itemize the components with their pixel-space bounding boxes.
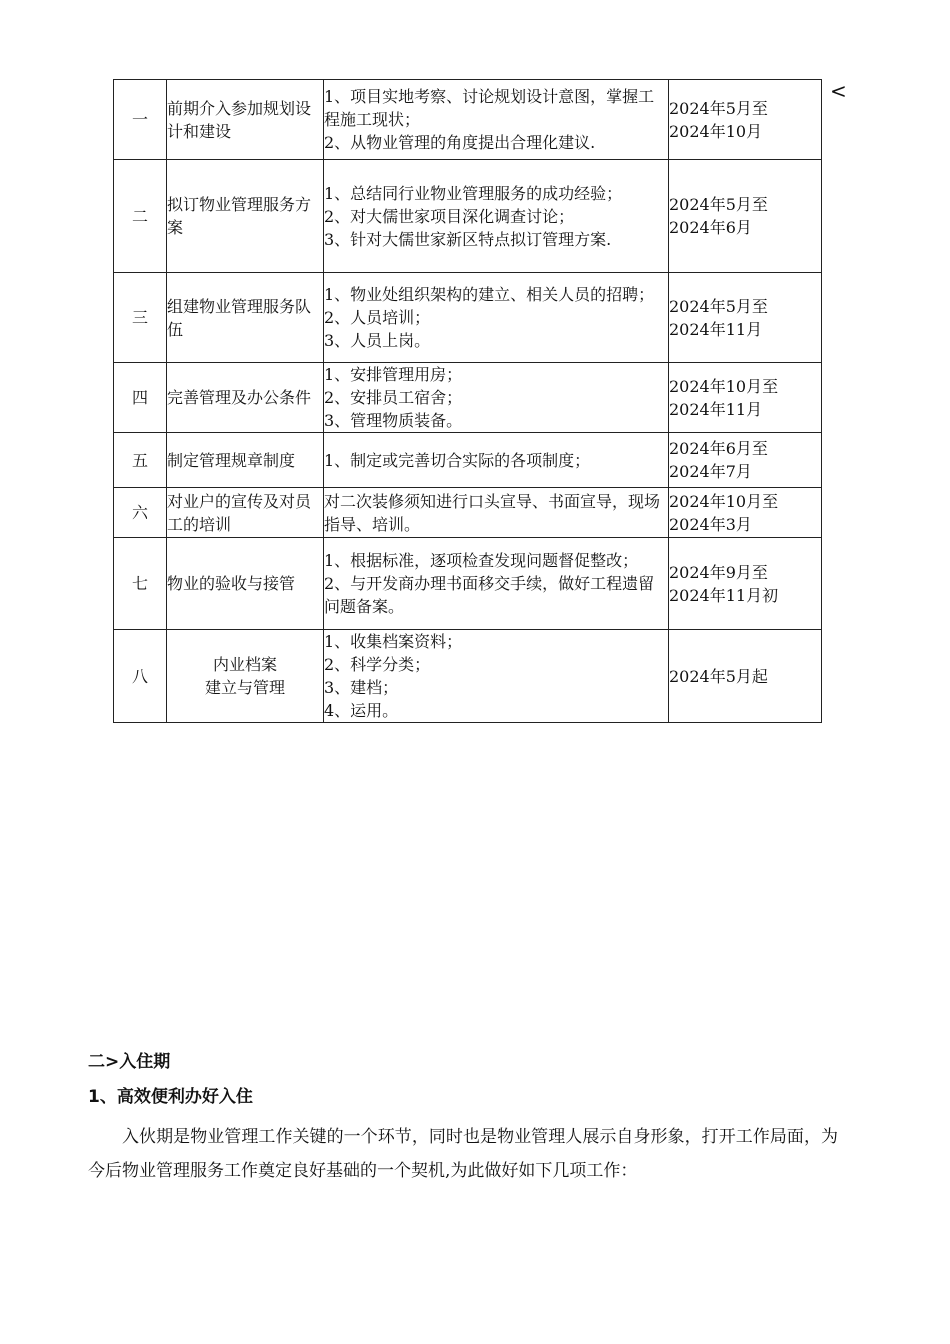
work-content: [324, 80, 669, 160]
work-item: [167, 630, 324, 723]
time-period: [669, 630, 822, 723]
time-line: 2024年10月: [669, 121, 763, 141]
row-number: 二: [114, 160, 167, 273]
time-line: 2024年10月至: [669, 376, 779, 396]
work-item: 制定管理规章制度: [167, 433, 324, 488]
work-content: [324, 273, 669, 363]
table-row: [114, 273, 822, 363]
time-line: 2024年11月: [669, 399, 763, 419]
body-paragraph: 入伙期是物业管理工作关键的一个环节，同时也是物业管理人展示自身形象，打开工作局面，为今后物业管理服务工作奠定良好基础的一个契机,为此做好如下几项工作：: [88, 1127, 838, 1181]
row-number: 一: [114, 80, 167, 160]
work-item: 对业户的宣传及对员工的培训: [167, 488, 324, 538]
time-period: [669, 80, 822, 160]
work-item: 物业的验收与接管: [167, 538, 324, 630]
row-number: 五: [114, 433, 167, 488]
work-item: 组建物业管理服务队伍: [167, 273, 324, 363]
time-line: 2024年6月至: [669, 439, 768, 458]
content-line: 2、对大儒世家项目深化调查讨论；: [324, 206, 575, 226]
work-content: [324, 363, 669, 433]
content-line: 1、总结同行业物业管理服务的成功经验；: [324, 183, 623, 203]
content-line: 2、科学分类；: [324, 655, 431, 674]
time-line: 2024年11月: [669, 319, 763, 339]
table-row: [114, 363, 822, 433]
section-heading: 二>入住期: [88, 1052, 171, 1072]
time-line: 2024年5月至: [669, 296, 768, 316]
time-period: [669, 363, 822, 433]
table-row: [114, 160, 822, 273]
content-line: 1、制定或完善切合实际的各项制度；: [324, 450, 591, 470]
time-period: [669, 160, 822, 273]
content-line: 对二次装修须知进行口头宣导、书面宣导，现场指导、培训。: [324, 491, 661, 534]
time-period: [669, 488, 822, 538]
time-line: 2024年6月: [669, 218, 752, 237]
time-period: [669, 273, 822, 363]
work-content: [324, 630, 669, 723]
time-line: 2024年7月: [669, 462, 752, 481]
row-number: 四: [114, 363, 167, 433]
table-row: [114, 538, 822, 630]
time-period: [669, 538, 822, 630]
time-line: 2024年5月起: [669, 666, 768, 686]
content-line: 2、安排员工宿舍；: [324, 388, 463, 407]
time-line: 2024年3月: [669, 514, 752, 534]
time-line: 2024年9月至: [669, 562, 768, 582]
table-row: [114, 630, 822, 723]
content-line: 4、运用。: [324, 701, 399, 720]
time-line: 2024年10月至: [669, 491, 779, 511]
content-line: 3、人员上岗。: [324, 331, 431, 350]
time-line: 2024年5月至: [669, 195, 768, 214]
table-row: [114, 433, 822, 488]
work-item-line: 内业档案: [212, 655, 277, 674]
work-item-line: 建立与管理: [204, 678, 285, 697]
table-row: [114, 488, 822, 538]
content-line: 2、从物业管理的角度提出合理化建议.: [324, 133, 596, 152]
content-line: 3、建档；: [324, 678, 399, 697]
content-line: 1、根据标准，逐项检查发现问题督促整改；: [324, 551, 639, 570]
work-content: [324, 538, 669, 630]
content-line: 1、物业处组织架构的建立、相关人员的招聘；: [324, 285, 655, 304]
work-content: [324, 488, 669, 538]
content-line: 1、收集档案资料；: [324, 632, 463, 651]
work-content: [324, 160, 669, 273]
time-period: [669, 433, 822, 488]
content-line: 3、针对大儒世家新区特点拟订管理方案.: [324, 229, 612, 249]
row-number: 八: [114, 630, 167, 723]
work-item: 完善管理及办公条件: [167, 363, 324, 433]
subsection-heading: 1、高效便利办好入住: [88, 1087, 253, 1107]
work-content: [324, 433, 669, 488]
content-line: 1、安排管理用房；: [324, 365, 463, 384]
work-plan-table: [113, 79, 822, 723]
time-line: 2024年5月至: [669, 98, 768, 118]
row-number: 六: [114, 488, 167, 538]
content-line: 2、与开发商办理书面移交手续，做好工程遗留问题备案。: [324, 574, 655, 616]
work-item: 前期介入参加规划设计和建设: [167, 80, 324, 160]
corner-arrow-mark: <: [830, 79, 847, 103]
content-line: 3、管理物质装备。: [324, 411, 463, 430]
work-item: 拟订物业管理服务方案: [167, 160, 324, 273]
content-line: 1、项目实地考察、讨论规划设计意图，掌握工程施工现状；: [324, 87, 655, 129]
time-line: 2024年11月初: [669, 585, 779, 605]
table-row: [114, 80, 822, 160]
row-number: 三: [114, 273, 167, 363]
content-line: 2、人员培训；: [324, 308, 431, 327]
row-number: 七: [114, 538, 167, 630]
